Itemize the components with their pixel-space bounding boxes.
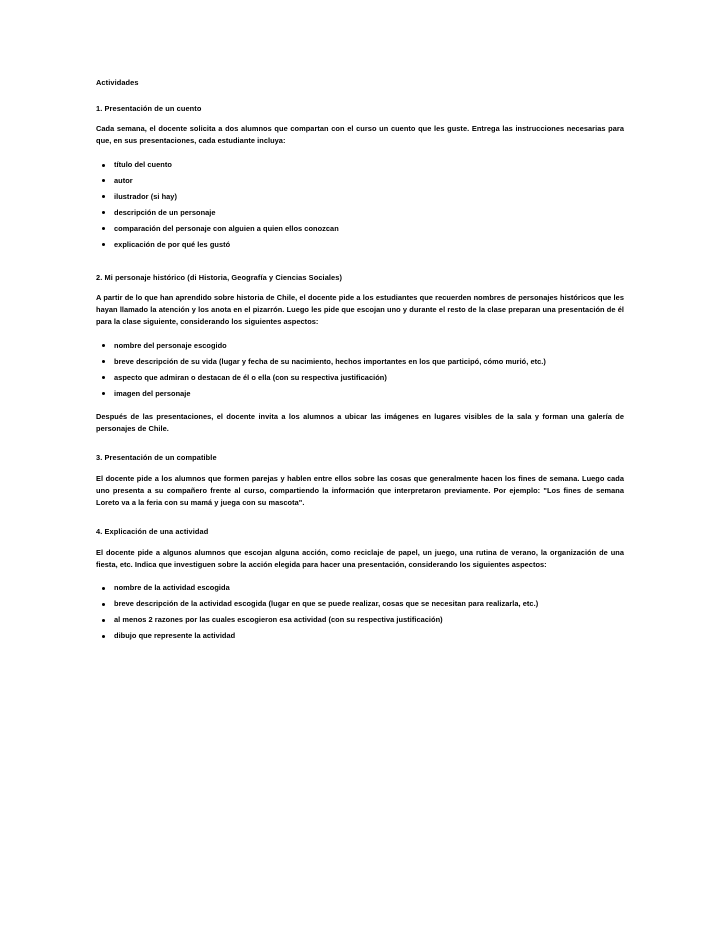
list-item — [96, 630, 624, 642]
section-1-bullet-list — [96, 159, 624, 250]
list-item — [96, 191, 624, 203]
section-4-paragraph-1: El docente pide a algunos alumnos que escojan alguna acción, como reciclaje de papel, un juego, una rutina de verano, la organización de una fiesta, etc. Indica que investiguen sobre la acción elegida para hacer una presentación, considerando los siguientes aspectos: — [96, 547, 624, 569]
section-3 — [96, 453, 624, 509]
section-2 — [96, 273, 624, 436]
list-item — [96, 340, 624, 352]
list-item — [96, 356, 624, 368]
spacer — [96, 255, 624, 273]
document-body — [96, 78, 624, 642]
section-2-bullet-list — [96, 340, 624, 400]
list-item-label: nombre del personaje escogido — [114, 341, 227, 351]
section-2-closing-paragraph: Después de las presentaciones, el docente invita a los alumnos a ubicar las imágenes en lugares visibles de la sala y forman una galería de personajes de Chile. — [96, 412, 624, 434]
list-item-label: explicación de por qué les gustó — [114, 239, 231, 249]
list-item-label: ilustrador (si hay) — [114, 192, 177, 202]
document-title-block — [96, 78, 624, 89]
section-4-heading: 4. Explicación de una actividad — [96, 526, 209, 536]
section-4 — [96, 527, 624, 643]
section-1 — [96, 104, 624, 251]
list-item-label: descripción de un personaje — [114, 207, 216, 217]
bullet-dot-icon — [102, 211, 105, 214]
list-item — [96, 598, 624, 610]
bullet-dot-icon — [102, 587, 105, 590]
list-item-label: comparación del personaje con alguien a quien ellos conozcan — [114, 223, 339, 233]
bullet-dot-icon — [102, 619, 105, 622]
bullet-dot-icon — [102, 360, 105, 363]
list-item — [96, 372, 624, 384]
list-item — [96, 582, 624, 594]
list-item-label: breve descripción de su vida (lugar y fecha de su nacimiento, hechos importantes en los que participó, cómo murió, etc.) — [114, 357, 546, 367]
bullet-dot-icon — [102, 195, 105, 198]
bullet-dot-icon — [102, 243, 105, 246]
list-item-label: imagen del personaje — [114, 389, 191, 399]
list-item — [96, 175, 624, 187]
list-item-label: aspecto que admiran o destacan de él o ella (con su respectiva justificación) — [114, 373, 387, 383]
section-2-heading: 2. Mi personaje histórico (di Historia, Geografía y Ciencias Sociales) — [96, 272, 343, 282]
section-3-paragraph-1: El docente pide a los alumnos que formen parejas y hablen entre ellos sobre las cosas que generalmente hacen los fines de semana. Luego cada uno presenta a su compañero frente al curso, compartiendo la información que interpretaron previamente. Por ejemplo: "Los fines de semana Loreto va a la feria con su mamá y juega con su mascota". — [96, 473, 624, 507]
list-item-label: título del cuento — [114, 160, 172, 170]
spacer — [96, 404, 624, 411]
list-item-label: autor — [114, 176, 133, 186]
list-item-label: al menos 2 razones por las cuales escogieron esa actividad (con su respectiva justificación) — [114, 615, 443, 625]
bullet-dot-icon — [102, 635, 105, 638]
spacer — [96, 333, 624, 340]
bullet-dot-icon — [102, 392, 105, 395]
section-3-heading: 3. Presentación de un compatible — [96, 453, 217, 463]
bullet-dot-icon — [102, 344, 105, 347]
list-item-label: nombre de la actividad escogida — [114, 583, 230, 593]
bullet-dot-icon — [102, 376, 105, 379]
spacer — [96, 435, 624, 453]
list-item — [96, 207, 624, 219]
document-title: Actividades — [96, 78, 139, 87]
bullet-dot-icon — [102, 179, 105, 182]
spacer — [96, 152, 624, 159]
bullet-dot-icon — [102, 164, 105, 167]
bullet-dot-icon — [102, 603, 105, 606]
list-item-label: breve descripción de la actividad escogida (lugar en que se puede realizar, cosas que se necesitan para realizarla, etc.) — [114, 599, 539, 609]
section-4-bullet-list — [96, 582, 624, 642]
list-item — [96, 388, 624, 400]
section-1-paragraph-1: Cada semana, el docente solicita a dos alumnos que compartan con el curso un cuento que les guste. Entrega las instrucciones necesarias para que, en sus presentaciones, cada estudiante incluya: — [96, 124, 624, 146]
section-1-heading: 1. Presentación de un cuento — [96, 103, 202, 113]
list-item — [96, 239, 624, 251]
spacer — [96, 509, 624, 527]
list-item — [96, 614, 624, 626]
list-item-label: dibujo que represente la actividad — [114, 631, 236, 641]
section-2-paragraph-1: A partir de lo que han aprendido sobre historia de Chile, el docente pide a los estudiantes que recuerden nombres de personajes históricos que les hayan llamado la atención y los anota en el pizarrón. Luego les pide que escojan uno y durante el resto de la clase preparan una presentación de él para la clase siguiente, considerando los siguientes aspectos: — [96, 293, 624, 327]
list-item — [96, 223, 624, 235]
list-item — [96, 159, 624, 171]
spacer — [96, 575, 624, 582]
bullet-dot-icon — [102, 227, 105, 230]
